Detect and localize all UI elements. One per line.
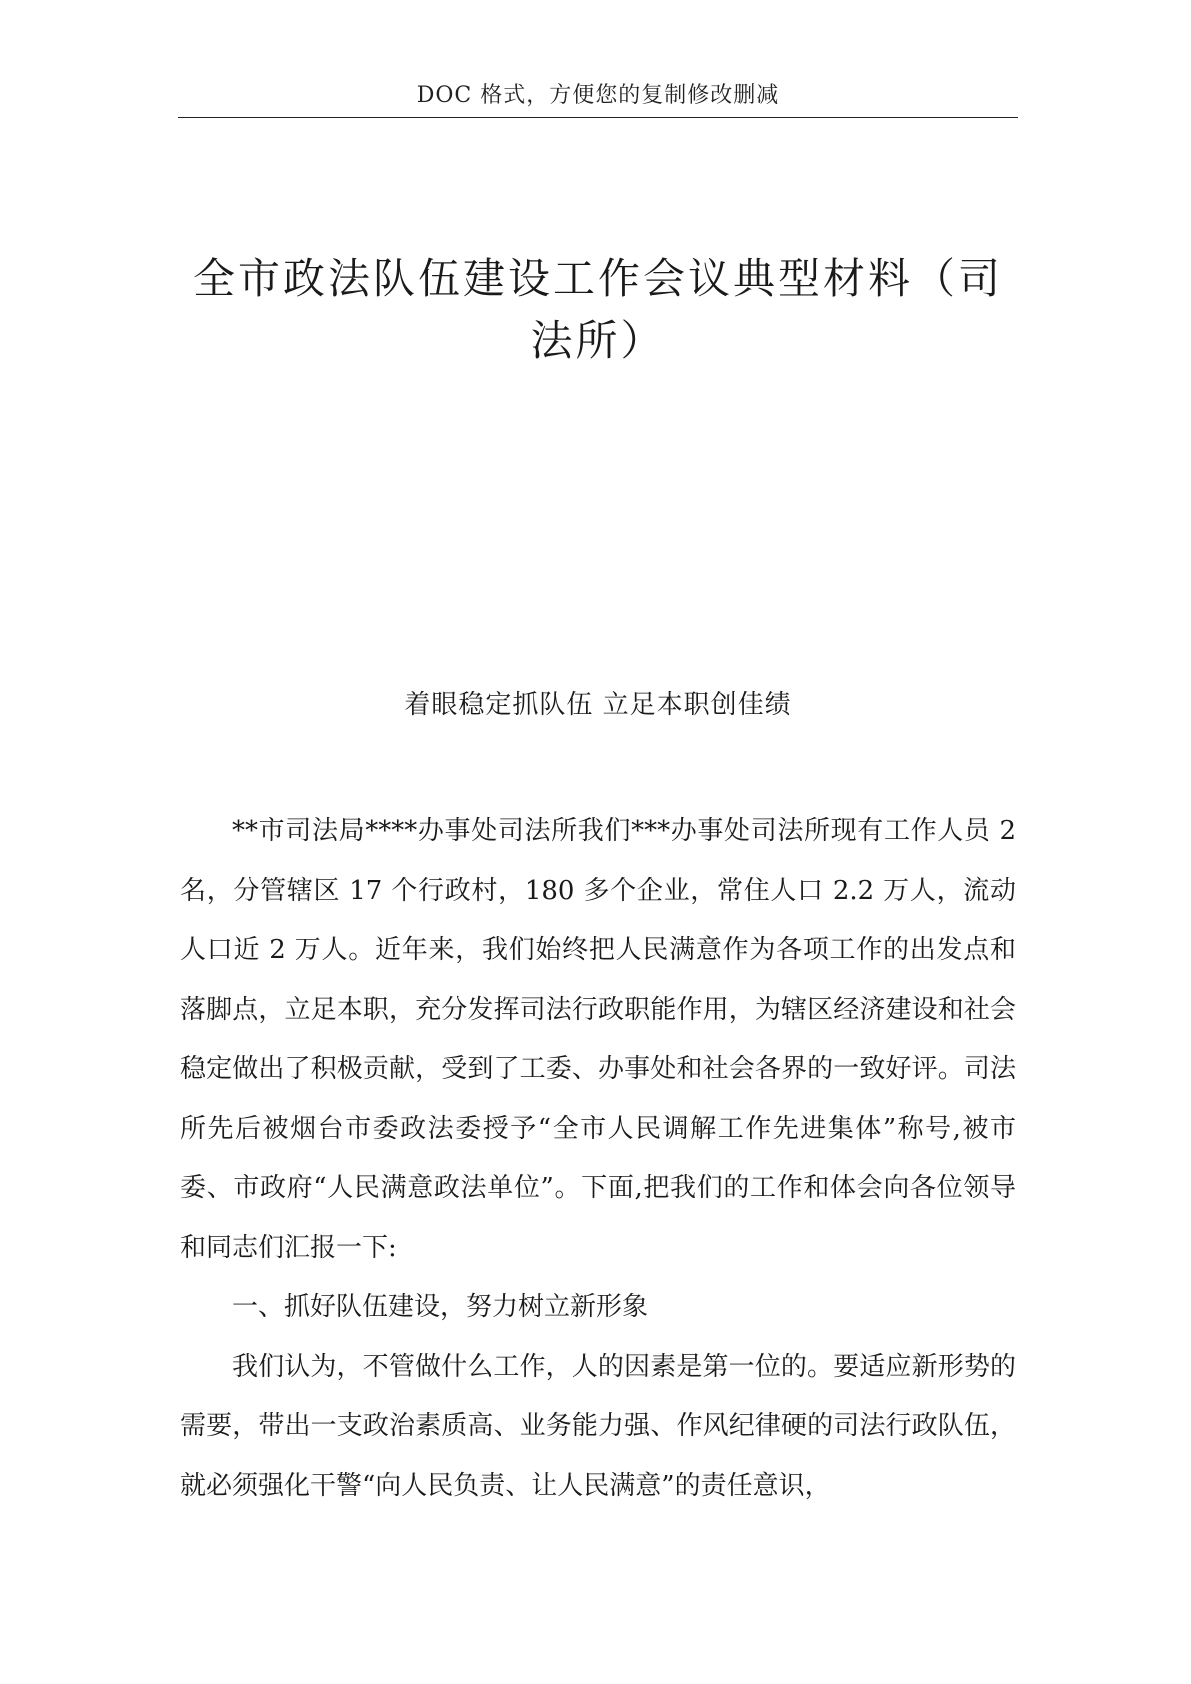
body-paragraph: 我们认为，不管做什么工作，人的因素是第一位的。要适应新形势的需要，带出一支政治素质高、业务能力强、作风纪律硬的司法行政队伍，就必须强化干警“向人民负责、让人民满意”的责任意识， [180, 1351, 1016, 1501]
document-title: 全市政法队伍建设工作会议典型材料（司法所） [192, 254, 1003, 365]
body-paragraph: **市司法局****办事处司法所我们***办事处司法所现有工作人员 2 名，分管辖区 17 个行政村，180 多个企业，常住人口 2.2 万人，流动人口近 2 万人。近年来，我们始终把人民满意作为各项工作的出发点和落脚点，立足本职，充分发挥司法行政职能作用，为辖区经济建设和社会稳定做出了积极贡献，受到了工委、办事处和社会各界的一致好评。司法所先后被烟台市委政法委授予“全市人民调解工作先进集体”称号,被市委、市政府“人民满意政法单位”。下面,把我们的工作和体会向各位领导和同志们汇报一下: [180, 816, 1016, 1263]
section-heading: 一、抓好队伍建设，努力树立新形象 [232, 1292, 649, 1322]
page-header: DOC 格式，方便您的复制修改删减 [416, 83, 780, 108]
header-divider [178, 117, 1018, 118]
document-body [180, 802, 1016, 1516]
document-subtitle: 着眼稳定抓队伍 立足本职创佳绩 [404, 690, 792, 720]
